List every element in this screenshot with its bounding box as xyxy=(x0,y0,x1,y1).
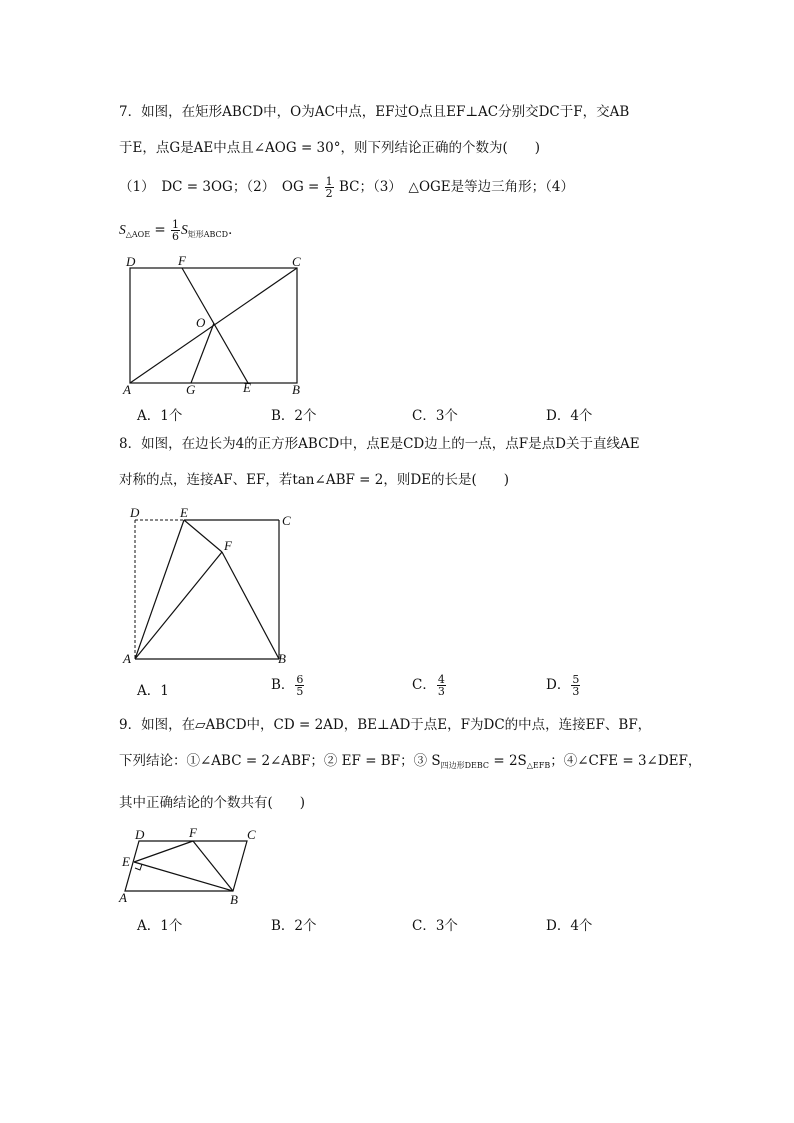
q7-equals: = xyxy=(150,222,170,238)
q7-label-c: C xyxy=(292,254,301,269)
q7-fraction-sixth xyxy=(171,219,180,242)
q8-label-e: E xyxy=(180,505,188,520)
q8-segment-fb xyxy=(222,552,279,659)
q7-label-d: D xyxy=(126,254,136,269)
q7-area-sub-triangle: △AOE xyxy=(125,230,151,239)
q9-option-b[interactable]: B．2个 xyxy=(271,918,317,934)
q7-option-a[interactable]: A．1个 xyxy=(137,408,183,424)
q9-figure xyxy=(116,824,276,906)
q9-text-line-1: 9．如图，在▱ABCD中，CD = 2AD，BE⊥AD于点E，F为DC的中点，连接EF、BF， xyxy=(119,717,652,733)
q7-figure xyxy=(118,252,318,398)
q9-conclusions-part1: 下列结论：①∠ABC = 2∠ABF；② EF = BF；③ S xyxy=(119,753,441,769)
q9-option-d[interactable]: D．4个 xyxy=(546,918,593,934)
frac-den: 2 xyxy=(325,187,333,200)
q8-option-b-label: B． xyxy=(271,677,295,693)
q7-area-symbol-2: S xyxy=(180,222,188,237)
frac-den: 3 xyxy=(572,685,580,698)
q8-option-b[interactable] xyxy=(271,673,305,697)
q9-label-f: F xyxy=(189,825,197,840)
q7-label-e: E xyxy=(243,380,251,395)
q8-label-b: B xyxy=(278,651,286,666)
q8-option-c-fraction xyxy=(437,674,446,697)
q7-fraction-half xyxy=(325,176,334,199)
q7-text-line-1: 7．如图，在矩形ABCD中，O为AC中点，EF过O点且EF⊥AC分别交DC于F，交AB xyxy=(119,104,630,120)
q9-sub-triangle: △EFB xyxy=(526,761,551,770)
q7-conclusions-part2: BC；（3） △OGE是等边三角形；（4） xyxy=(338,179,574,195)
q8-option-d[interactable] xyxy=(546,673,581,697)
q8-segment-af xyxy=(135,552,222,659)
q8-option-d-label: D． xyxy=(546,677,571,693)
q7-label-a: A xyxy=(123,382,131,397)
q8-label-d: D xyxy=(130,505,140,520)
q9-option-a[interactable]: A．1个 xyxy=(137,918,183,934)
q7-label-f: F xyxy=(178,253,186,268)
q9-label-e: E xyxy=(122,854,130,869)
q7-label-g: G xyxy=(186,382,196,397)
q7-text-line-3 xyxy=(119,176,574,199)
q7-conclusions-part1: （1） DC = 3OG；（2） OG = xyxy=(119,179,320,195)
q7-label-o: O xyxy=(196,315,206,330)
frac-num: 6 xyxy=(296,673,304,686)
q9-parallelogram-abcd xyxy=(125,841,247,891)
q9-conclusions-part3: ；④∠CFE = 3∠DEF， xyxy=(550,753,702,769)
q8-text-line-1: 8．如图，在边长为4的正方形ABCD中，点E是CD边上的一点，点F是点D关于直线AE xyxy=(119,436,640,452)
q9-conclusions-part2: = 2S xyxy=(489,753,527,769)
q7-option-d[interactable]: D．4个 xyxy=(546,408,593,424)
q9-option-c[interactable]: C．3个 xyxy=(412,918,458,934)
q7-segment-og xyxy=(191,323,214,383)
frac-num: 1 xyxy=(325,175,333,188)
q8-segment-ef xyxy=(184,520,222,552)
q9-segment-ef xyxy=(134,841,193,862)
q9-label-a: A xyxy=(119,890,127,905)
q8-option-a[interactable]: A．1 xyxy=(137,683,169,699)
q9-right-angle-mark xyxy=(135,864,142,870)
q7-area-symbol: S xyxy=(119,222,126,237)
q8-label-f: F xyxy=(224,538,232,553)
q8-option-c[interactable] xyxy=(412,673,447,697)
frac-num: 4 xyxy=(437,673,445,686)
q7-text-line-2: 于E，点G是AE中点且∠AOG = 30°，则下列结论正确的个数为( ) xyxy=(119,140,541,156)
q9-segment-fb xyxy=(193,841,233,891)
q9-label-c: C xyxy=(247,827,256,842)
q7-segment-ef xyxy=(182,268,248,383)
q8-option-b-fraction xyxy=(295,674,304,697)
frac-den: 6 xyxy=(171,230,179,243)
q9-text-line-3: 其中正确结论的个数共有( ) xyxy=(119,795,306,811)
q9-label-b: B xyxy=(230,892,238,906)
q8-label-c: C xyxy=(282,513,291,528)
frac-den: 3 xyxy=(437,685,445,698)
q8-label-a: A xyxy=(123,651,131,666)
q7-label-b: B xyxy=(292,382,300,397)
q8-option-c-label: C． xyxy=(412,677,436,693)
frac-num: 1 xyxy=(171,218,179,231)
q8-figure xyxy=(118,503,298,671)
frac-den: 5 xyxy=(296,685,304,698)
q7-option-b[interactable]: B．2个 xyxy=(271,408,317,424)
q8-segment-ae xyxy=(135,520,184,659)
q7-text-line-4 xyxy=(119,219,242,244)
q9-sub-quadrilateral: 四边形DEBC xyxy=(440,761,490,770)
q7-period: ． xyxy=(228,222,242,238)
q9-text-line-2 xyxy=(119,752,701,775)
frac-num: 5 xyxy=(572,673,580,686)
q8-text-line-2: 对称的点，连接AF、EF，若tan∠ABF = 2，则DE的长是( ) xyxy=(119,472,510,488)
q8-option-d-fraction xyxy=(571,674,580,697)
q7-option-c[interactable]: C．3个 xyxy=(412,408,458,424)
q7-area-sub-rect: 矩形ABCD xyxy=(187,230,229,239)
q9-label-d: D xyxy=(135,827,145,842)
q9-segment-be xyxy=(134,862,233,891)
